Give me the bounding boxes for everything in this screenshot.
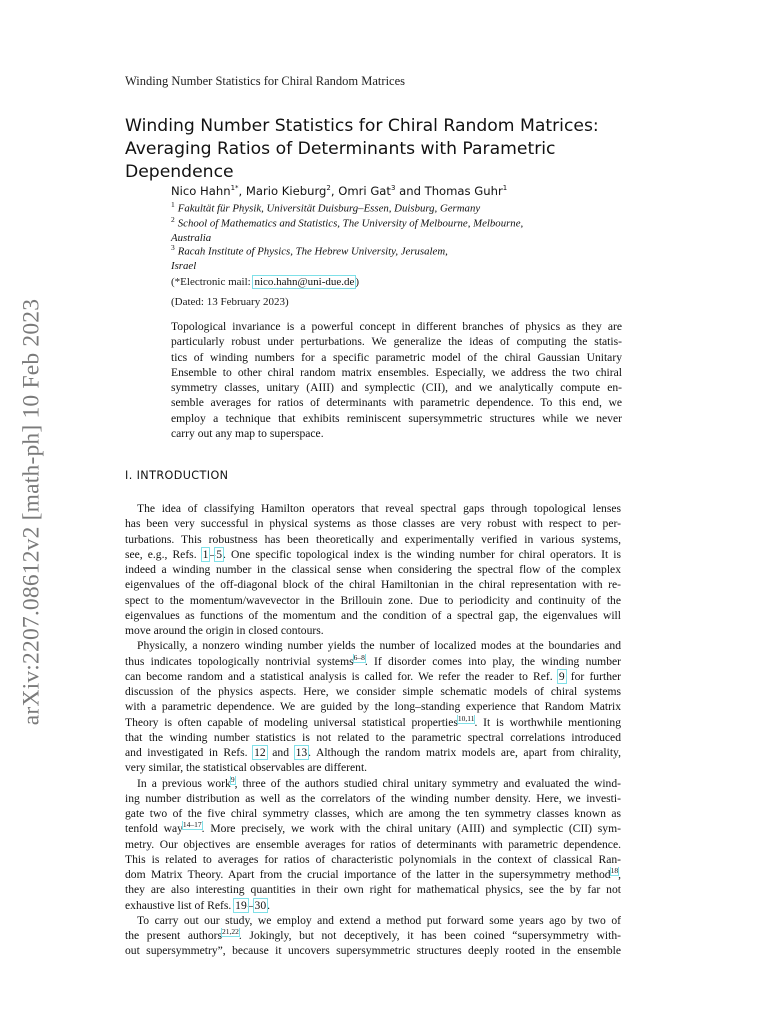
text-run: , (618, 868, 621, 881)
body-line: move around the origin in closed contours. (125, 624, 324, 637)
author-affiliation-mark: 2 (326, 184, 331, 193)
body-line (125, 654, 621, 669)
body-line: with a parametric dependence. We are guided by the long–standing experience that Random Matrix (125, 700, 621, 714)
affiliation-text-cont: Israel (171, 259, 197, 272)
body-line (125, 928, 621, 943)
citation-link[interactable]: 12 (254, 746, 266, 759)
text-run: and (266, 746, 295, 759)
running-head: Winding Number Statistics for Chiral Random Matrices (125, 74, 406, 88)
affiliation-number: 3 (171, 243, 175, 252)
section-heading-introduction: I. INTRODUCTION (125, 469, 229, 482)
citation-link[interactable]: 5 (216, 547, 223, 561)
body-line: out supersymmetry”, because it uncovers supersymmetric structures deeply rooted in the ensemble (125, 944, 621, 958)
citation-superscript[interactable]: 21,22 (222, 928, 239, 937)
body-line (125, 669, 621, 684)
text-run: . One specific topological index is the winding number for chiral operators. It is (223, 547, 621, 561)
abstract (171, 319, 622, 441)
body-line (125, 898, 621, 913)
affiliation-text: School of Mathematics and Statistics, The University of Melbourne, Melbourne, (177, 217, 524, 230)
email-prefix: (*Electronic mail: (171, 276, 254, 288)
body-line: spect to the momentum/wavevector in the Brillouin zone. Due to periodicity and continuity of the (125, 593, 621, 607)
body-line: eigenvalues as functions of the momentum and the condition of a spectral gap, the eigenvalues will (125, 608, 621, 622)
citation-superscript[interactable]: 14–17 (182, 821, 202, 830)
email-line (171, 276, 359, 288)
text-run: – (247, 898, 254, 912)
text-run: see, e.g., Refs. (125, 547, 202, 561)
author-name: , Omri Gat (330, 184, 391, 198)
title-line-1: Winding Number Statistics for Chiral Random Matrices: (125, 116, 599, 136)
body-line: This is related to averages for ratios of characteristic polynomials in the context of classical Ran- (125, 852, 621, 866)
abstract-line: particularly robust under perturbations. We generalize the ideas of computing the statis- (171, 335, 622, 349)
citation-superscript[interactable]: 6–8 (353, 653, 365, 662)
text-run: the present authors (125, 929, 222, 942)
body-line (125, 745, 621, 760)
abstract-line: symmetry classes, unitary (AIII) and symplectic (CII), and we analytically compute en- (171, 381, 622, 395)
text-run: tenfold way (125, 822, 183, 836)
body-line: The idea of classifying Hamilton operators that reveal spectral gaps through topological lenses (137, 502, 621, 515)
affiliation-text-cont: Australia (171, 231, 212, 244)
body-text (125, 501, 621, 959)
abstract-line: carry out any map to superspace. (171, 427, 324, 441)
text-run: and investigated in Refs. (125, 746, 254, 759)
body-line: discussion of the physics aspects. Here, we consider simple schematic models of chiral systems (125, 685, 621, 698)
affiliation-text: Fakultät für Physik, Universität Duisburg–Essen, Duisburg, Germany (177, 202, 481, 215)
body-line: metry. Our objectives are ensemble averages for ratios of determinants with parametric dependence. (125, 837, 621, 851)
text-run: In a previous work (137, 776, 231, 790)
text-run: , three of the authors studied chiral unitary symmetry and evaluated the wind- (234, 776, 621, 790)
body-line: ing number distribution as well as the correlators of the winding number density. Here, we investi- (125, 791, 621, 805)
author-list (171, 184, 507, 198)
paper-title (125, 115, 625, 184)
author-affiliation-mark: 3 (390, 184, 396, 193)
body-line: Physically, a nonzero winding number yields the number of localized modes at the boundaries and (137, 639, 621, 653)
body-line: To carry out our study, we employ and extend a method put forward some years ago by two of (137, 913, 621, 927)
affiliation-number: 1 (171, 200, 175, 209)
citation-link[interactable]: 1 (202, 547, 209, 561)
citation-link[interactable]: 9 (558, 669, 565, 683)
body-line (125, 715, 621, 730)
text-run: exhaustive list of Refs. (125, 898, 235, 912)
author-name: and Thomas Guhr (395, 184, 503, 198)
body-line: very similar, the statistical observables are different. (125, 761, 368, 775)
text-run: can become random and a statistical analysis is called for. We refer the reader to Ref. (125, 669, 558, 683)
author-name: Nico Hahn (171, 184, 231, 198)
text-run: . More precisely, we work with the chiral unitary (AIII) and symplectic (CII) sym- (201, 822, 621, 836)
body-line: that the winding number statistics is not related to the parametric spectral correlations introduced (125, 730, 621, 744)
title-line-2: Averaging Ratios of Determinants with Parametric (125, 139, 556, 159)
abstract-line: tics of winding numbers for a specific parametric model of the chiral Gaussian Unitary (171, 350, 622, 364)
text-run: dom Matrix Theory. Apart from the crucial importance of the latter in the supersymmetry method (125, 868, 611, 881)
citation-link[interactable]: 30 (254, 898, 267, 912)
affiliation-number: 2 (171, 215, 175, 224)
affiliation-3 (171, 241, 448, 273)
body-line (125, 776, 621, 791)
citation-superscript[interactable]: 10,11 (457, 714, 475, 723)
body-line: indeed a winding number in the classical sense when considering the spectral flow of the complex (125, 563, 621, 576)
text-run: . (267, 898, 271, 912)
text-run: Theory is often capable of modeling universal statistical properties (125, 715, 458, 729)
citation-superscript[interactable]: 9 (230, 775, 235, 784)
author-name: , Mario Kieburg (238, 184, 327, 198)
email-suffix: ) (355, 276, 360, 288)
abstract-line: Ensemble to other chiral random matrix ensembles. Especially, we address the two chiral (171, 365, 622, 379)
affiliation-2 (171, 213, 523, 245)
text-run: – (209, 547, 216, 561)
abstract-line: employ a technique that exhibits reminiscent supersymmetric structures while we never (171, 411, 622, 425)
citation-link[interactable]: 19 (235, 898, 247, 912)
citation-superscript[interactable]: 18 (610, 867, 619, 876)
arxiv-sidebar (12, 262, 52, 762)
body-line: has been very successful in physical systems as those classes are very robust with respect to per- (125, 517, 621, 531)
body-line: gate two of the five chiral symmetry classes, which are among the ten symmetry classes known as (125, 807, 621, 820)
body-line: they are also interesting quantities in their own right for mathematical physics, see the by far not (125, 883, 621, 897)
body-line (125, 547, 621, 562)
date-line: (Dated: 13 February 2023) (171, 296, 289, 308)
text-run: . Jokingly, but not deceptively, it has been coined “supersymmetry with- (238, 929, 621, 942)
abstract-line: semble averages for ratios of determinants with parametric dependence. To this end, we (171, 396, 622, 410)
body-line: turbations. This robustness has been theoretically and experimentally verified in various systems, (125, 532, 621, 546)
arxiv-identifier: arXiv:2207.08612v2 [math-ph] 10 Feb 2023 (18, 298, 45, 726)
text-run: for further (565, 669, 621, 683)
affiliation-text: Racah Institute of Physics, The Hebrew University, Jerusalem, (177, 245, 448, 258)
author-affiliation-mark: 1 (502, 184, 508, 193)
abstract-line: Topological invariance is a powerful concept in different branches of physics as they are (171, 320, 622, 333)
text-run: . Although the random matrix models are, apart from chirality, (308, 746, 621, 759)
body-line: eigenvalues of the off-diagonal block of the chiral Hamiltonian in the chiral representation with re- (125, 578, 621, 592)
text-run: thus indicates topologically nontrivial systems (125, 654, 354, 668)
citation-link[interactable]: 13 (295, 746, 308, 759)
body-line (125, 821, 621, 836)
text-run: . It is worthwhile mentioning (474, 715, 621, 729)
text-run: . If disorder comes into play, the winding number (364, 654, 621, 668)
author-affiliation-mark: 1* (230, 184, 239, 193)
email-link[interactable]: nico.hahn@uni-due.de (254, 276, 355, 288)
title-line-3: Dependence (125, 162, 234, 182)
body-line (125, 867, 621, 882)
